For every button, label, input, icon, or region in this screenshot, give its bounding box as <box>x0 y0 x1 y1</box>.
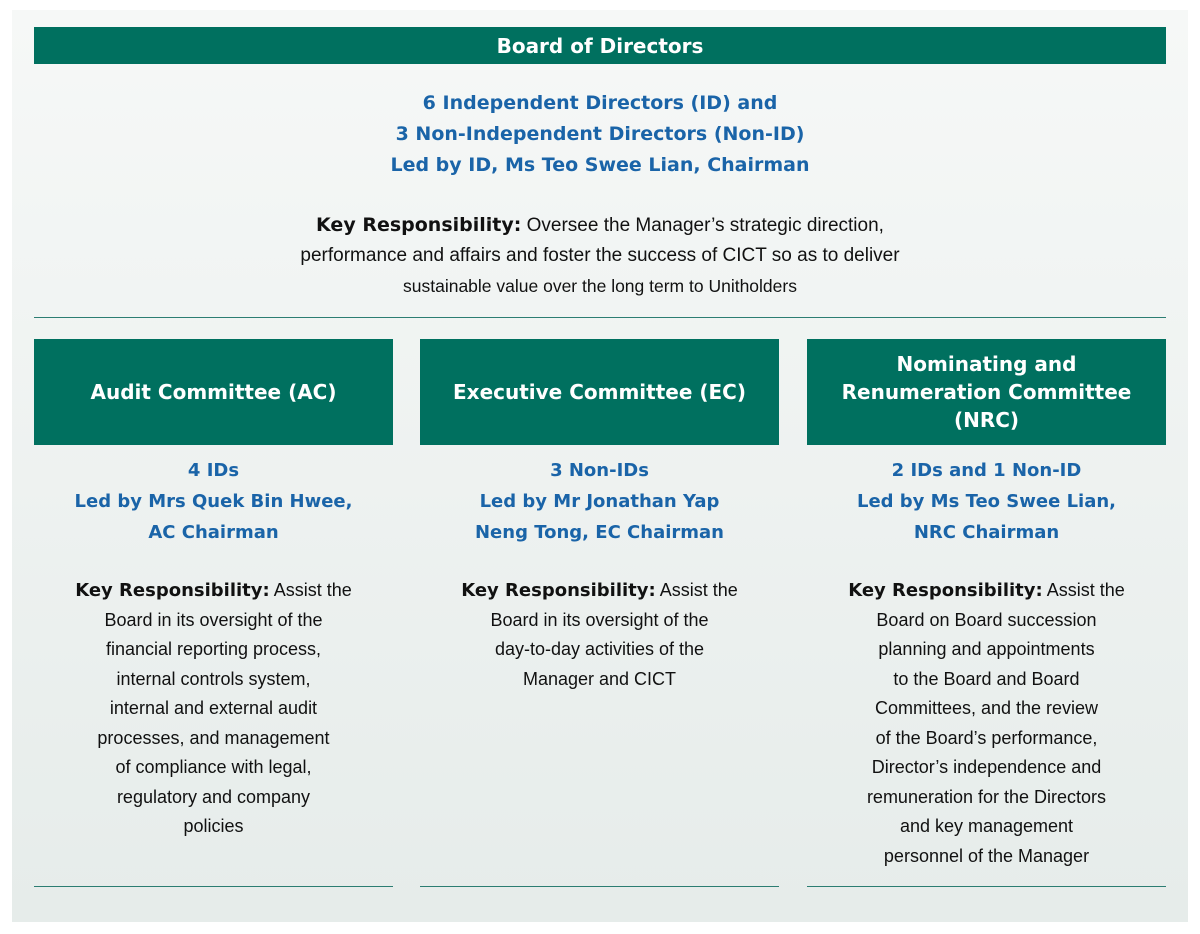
committee-responsibility-line: to the Board and Board <box>893 668 1080 689</box>
committee-divider-nrc <box>807 886 1166 887</box>
board-composition-line: Led by ID, Ms Teo Swee Lian, Chairman <box>390 154 810 176</box>
committee-header-ac <box>34 339 393 445</box>
committee-divider-ec <box>420 886 779 887</box>
board-title: Board of Directors <box>496 33 704 58</box>
committee-composition-line: Led by Mr Jonathan Yap <box>479 491 720 512</box>
committee-responsibility-line: Director’s independence and <box>871 757 1102 777</box>
committee-responsibility-line: personnel of the Manager <box>883 845 1090 866</box>
committee-responsibility-line: regulatory and company <box>116 786 311 807</box>
committee-title: Executive Committee (EC) <box>453 380 746 404</box>
committee-responsibility-line: internal and external audit <box>109 698 318 718</box>
committee-responsibility-line: internal controls system, <box>116 668 311 689</box>
committee-title: Audit Committee (AC) <box>90 380 337 404</box>
committee-responsibility-line: Assist the <box>269 580 352 600</box>
committee-responsibility-line: processes, and management <box>97 727 330 748</box>
committee-responsibility-label: Key Responsibility: <box>848 580 1043 601</box>
committee-title: Renumeration Committee <box>841 380 1132 404</box>
committee-responsibility-ec <box>420 576 779 694</box>
committee-composition-line: Neng Tong, EC Chairman <box>474 522 724 543</box>
committee-header-nrc <box>807 339 1166 445</box>
board-composition <box>34 88 1166 181</box>
board-responsibility-label: Key Responsibility: <box>316 214 522 236</box>
board-responsibility <box>34 210 1166 301</box>
committee-responsibility-ac <box>34 576 393 842</box>
committee-responsibility-nrc <box>807 576 1166 871</box>
committee-composition-line: 3 Non-IDs <box>550 460 649 481</box>
committee-divider-ac <box>34 886 393 887</box>
committee-responsibility-line: and key management <box>899 816 1074 836</box>
committee-composition-line: 4 IDs <box>187 460 240 481</box>
committee-responsibility-line: Assist the <box>1042 580 1125 600</box>
committee-composition-line: 2 IDs and 1 Non-ID <box>891 460 1082 481</box>
committee-composition-line: Led by Mrs Quek Bin Hwee, <box>74 491 353 512</box>
committee-responsibility-line: Board in its oversight of the <box>104 609 323 630</box>
committee-composition-line: AC Chairman <box>148 522 279 543</box>
committee-composition-nrc <box>807 455 1166 548</box>
committee-composition-line: NRC Chairman <box>913 522 1060 543</box>
committee-responsibility-line: Manager and CICT <box>522 668 677 689</box>
board-divider <box>34 317 1166 318</box>
committee-header-ec <box>420 339 779 445</box>
committee-responsibility-line: Board on Board succession <box>876 609 1097 630</box>
board-responsibility-line: sustainable value over the long term to Unitholders <box>403 276 797 296</box>
committee-responsibility-line: Assist the <box>655 580 738 600</box>
board-responsibility-line: Oversee the Manager’s strategic direction, <box>521 215 884 236</box>
committee-responsibility-line: Committees, and the review <box>874 698 1099 718</box>
board-composition-line: 6 Independent Directors (ID) and <box>422 92 778 114</box>
committee-responsibility-line: day-to-day activities of the <box>494 639 705 659</box>
committee-composition-line: Led by Ms Teo Swee Lian, <box>856 491 1117 512</box>
committee-responsibility-line: financial reporting process, <box>105 639 322 659</box>
board-composition-line: 3 Non-Independent Directors (Non-ID) <box>395 123 805 145</box>
committee-responsibility-line: remuneration for the Directors <box>866 786 1107 807</box>
committee-responsibility-label: Key Responsibility: <box>461 580 656 601</box>
committee-responsibility-line: policies <box>183 816 244 836</box>
board-header <box>34 27 1166 64</box>
committee-responsibility-line: planning and appointments <box>878 639 1095 659</box>
committee-responsibility-label: Key Responsibility: <box>75 580 270 601</box>
committee-responsibility-line: of compliance with legal, <box>115 757 312 777</box>
committee-composition-ec <box>420 455 779 548</box>
committee-title: (NRC) <box>953 408 1020 432</box>
committee-responsibility-line: Board in its oversight of the <box>490 609 709 630</box>
committee-responsibility-line: of the Board’s performance, <box>875 727 1098 748</box>
board-responsibility-line: performance and affairs and foster the success of CICT so as to deliver <box>300 245 900 266</box>
committee-title: Nominating and <box>896 352 1077 376</box>
committee-composition-ac <box>34 455 393 548</box>
